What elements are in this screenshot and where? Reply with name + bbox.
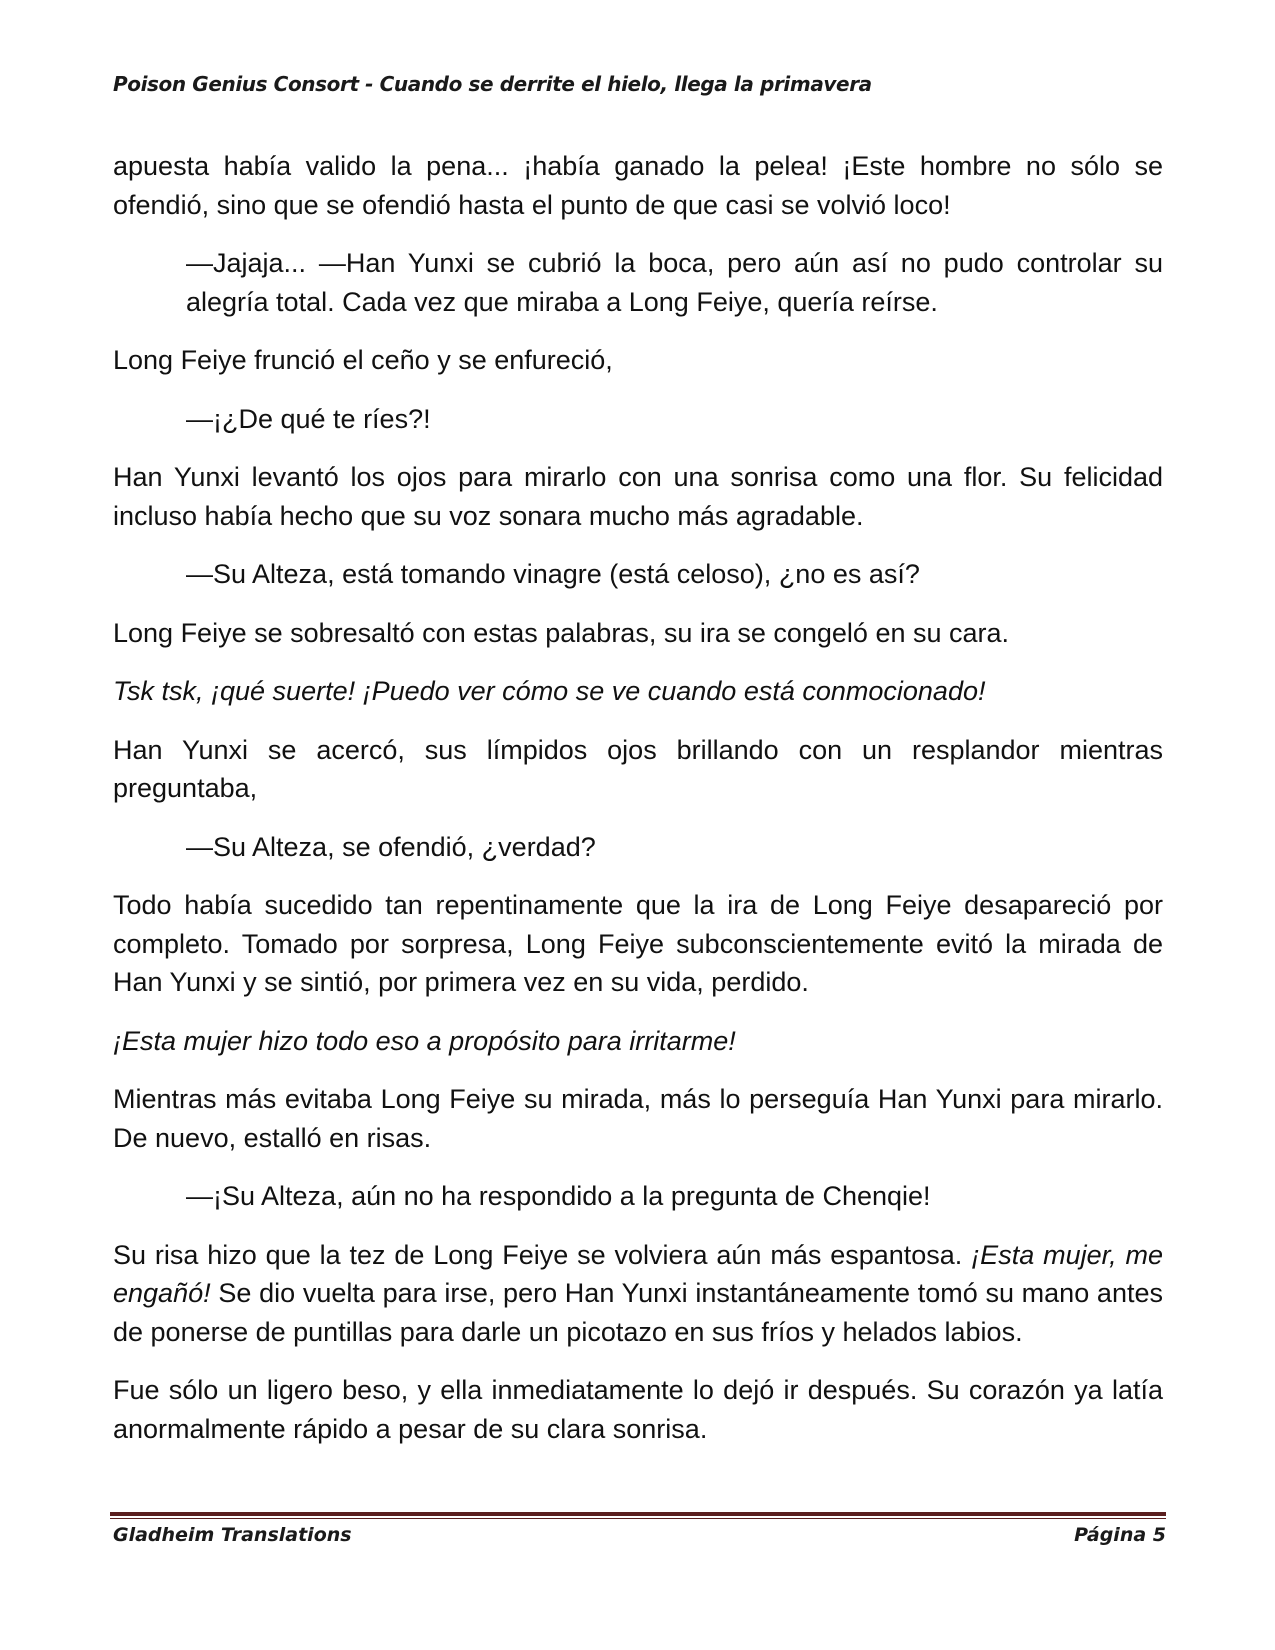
page-number: Página 5	[1074, 1524, 1166, 1546]
paragraph: Long Feiye se sobresaltó con estas palabras, su ira se congeló en su cara.	[113, 617, 1010, 648]
dialogue-paragraph: —Jajaja... —Han Yunxi se cubrió la boca, pero aún así no pudo controlar su alegría total. Cada vez que miraba a Long Feiye, quería reírse.	[186, 248, 1163, 317]
paragraph-mixed	[113, 1236, 1163, 1352]
paragraph-italic-thought	[113, 672, 1163, 711]
paragraph: Long Feiye frunció el ceño y se enfureció,	[113, 345, 613, 375]
dialogue-paragraph: —¡¿De qué te ríes?!	[186, 403, 431, 434]
dialogue-paragraph: —¡Su Alteza, aún no ha respondido a la pregunta de Chenqie!	[186, 1181, 931, 1211]
footer-rule-thin	[110, 1518, 1166, 1519]
paragraph: Han Yunxi levantó los ojos para mirarlo con una sonrisa como una flor. Su felicidad incluso había hecho que su voz sonara mucho más agradable.	[113, 462, 1163, 531]
page-footer	[113, 1524, 1166, 1546]
text-run: Se dio vuelta para irse, pero Han Yunxi instantáneamente tomó su mano antes de ponerse de puntillas para darle un picotazo en sus fríos y helados labios.	[113, 1278, 1163, 1347]
italic-thought: Tsk tsk, ¡qué suerte! ¡Puedo ver cómo se ve cuando está conmocionado!	[113, 676, 986, 706]
italic-thought: ¡Esta mujer, me engañó!	[113, 1239, 1163, 1308]
dialogue-paragraph: —Su Alteza, se ofendió, ¿verdad?	[186, 831, 596, 862]
paragraph: Fue sólo un ligero beso, y ella inmediatamente lo dejó ir después. Su corazón ya latía anormalmente rápido a pesar de su clara sonrisa.	[113, 1375, 1163, 1444]
page-header-title: Poison Genius Consort - Cuando se derrite el hielo, llega la primavera	[113, 72, 872, 96]
page-body	[113, 147, 1163, 1468]
paragraph: Todo había sucedido tan repentinamente que la ira de Long Feiye desapareció por completo. Tomado por sorpresa, Long Feiye subconscientemente evitó la mirada de Han Yunxi y se sintió, por primera vez en su vida, perdido.	[113, 890, 1163, 997]
paragraph-italic-thought	[113, 1022, 1163, 1061]
paragraph: Han Yunxi se acercó, sus límpidos ojos brillando con un resplandor mientras preguntaba,	[113, 734, 1163, 803]
paragraph: apuesta había valido la pena... ¡había ganado la pelea! ¡Este hombre no sólo se ofendió, sino que se ofendió hasta el punto de que casi se volvió loco!	[113, 151, 1163, 220]
footer-rule-thick	[110, 1512, 1166, 1516]
dialogue-paragraph: —Su Alteza, está tomando vinagre (está celoso), ¿no es así?	[186, 559, 920, 589]
text-run: Su risa hizo que la tez de Long Feiye se volviera aún más espantosa.	[113, 1239, 963, 1270]
italic-thought: ¡Esta mujer hizo todo eso a propósito para irritarme!	[113, 1025, 736, 1056]
footer-publisher: Gladheim Translations	[113, 1524, 352, 1546]
paragraph: Mientras más evitaba Long Feiye su mirada, más lo perseguía Han Yunxi para mirarlo. De nuevo, estalló en risas.	[113, 1084, 1163, 1153]
